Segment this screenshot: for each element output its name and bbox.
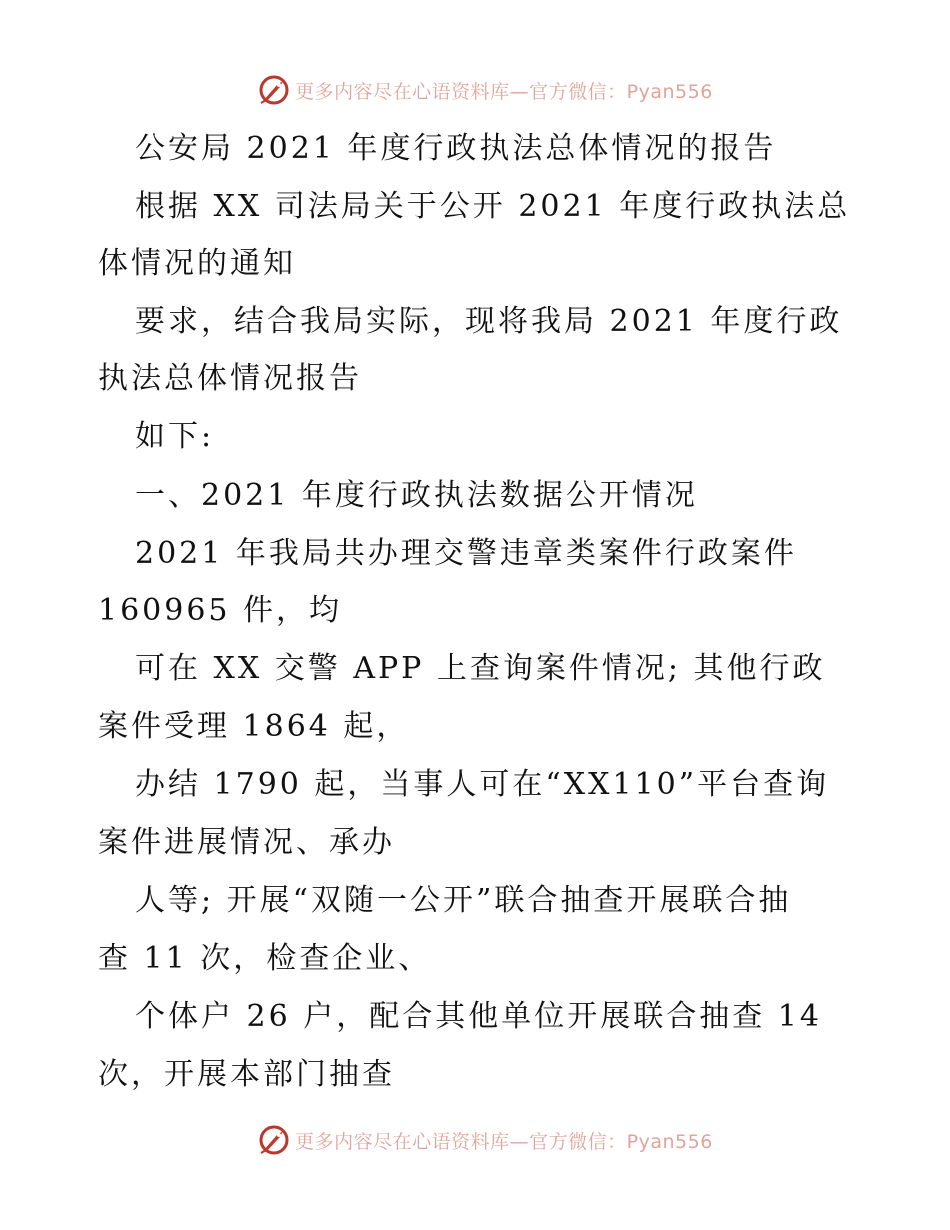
section-heading: 一、2021 年度行政执法数据公开情况 <box>135 478 698 513</box>
header-watermark-banner <box>0 70 950 110</box>
pen-nib-logo-icon <box>257 73 291 107</box>
paragraph-line: 个体户 26 户，配合其他单位开展联合抽查 14 <box>135 999 822 1034</box>
paragraph-line: 如下: <box>135 419 215 454</box>
banner-text: 更多内容尽在心语资料库—官方微信：Pyan556 <box>295 80 713 103</box>
document-title: 公安局 2021 年度行政执法总体情况的报告 <box>135 131 777 166</box>
paragraph-line: 要求，结合我局实际，现将我局 2021 年度行政 <box>135 304 843 339</box>
paragraph-line: 办结 1790 起，当事人可在“XX110”平台查询 <box>135 767 830 802</box>
paragraph-line: 体情况的通知 <box>98 246 296 281</box>
paragraph-line: 案件受理 1864 起， <box>98 709 410 744</box>
pen-nib-logo-icon <box>257 1123 291 1157</box>
paragraph-line: 可在 XX 交警 APP 上查询案件情况; 其他行政 <box>135 651 826 686</box>
banner-text: 更多内容尽在心语资料库—官方微信：Pyan556 <box>295 1130 713 1153</box>
paragraph-line: 人等; 开展“双随一公开”联合抽查开展联合抽 <box>135 883 792 918</box>
paragraph-line: 2021 年我局共办理交警违章类案件行政案件 <box>135 536 797 571</box>
paragraph-line: 执法总体情况报告 <box>98 361 362 396</box>
footer-watermark-banner <box>0 1120 950 1160</box>
banner-content <box>257 1123 713 1157</box>
paragraph-line: 查 11 次，检查企业、 <box>98 941 432 976</box>
paragraph-line: 160965 件，均 <box>98 593 343 628</box>
paragraph-line: 根据 XX 司法局关于公开 2021 年度行政执法总 <box>135 189 851 224</box>
paragraph-line: 次，开展本部门抽查 <box>98 1057 395 1092</box>
banner-content <box>257 73 713 107</box>
paragraph-line: 案件进展情况、承办 <box>98 825 395 860</box>
